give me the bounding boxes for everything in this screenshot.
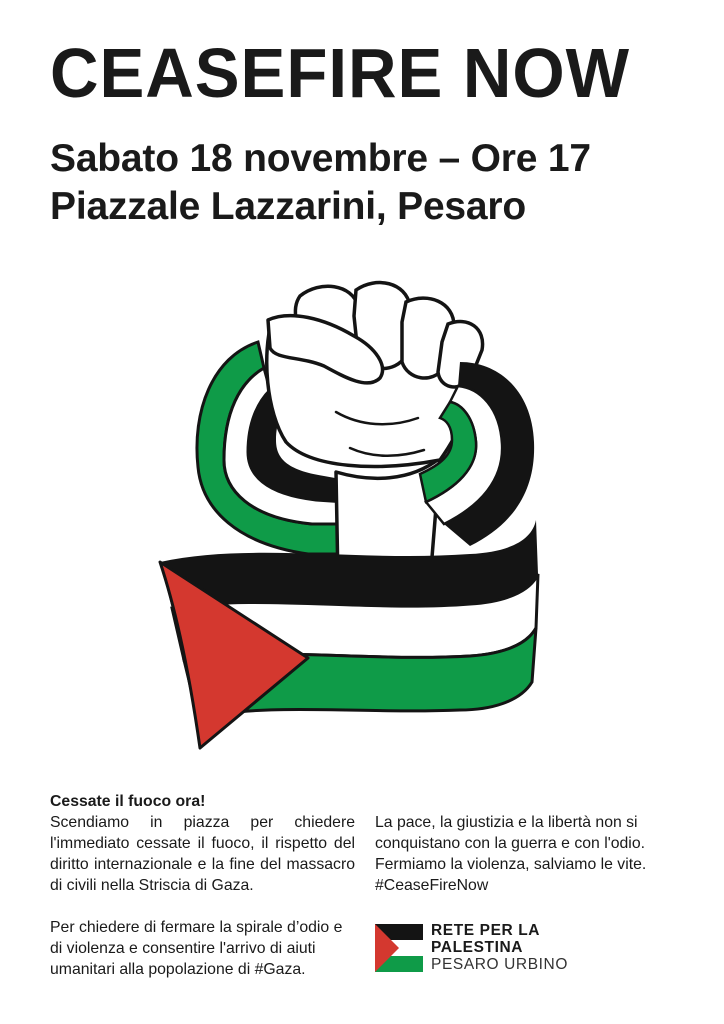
humanitarian-aid-paragraph: Per chiedere di fermare la spirale d’odio e di violenza e consentire l'arrivo di aiuti umanitari alla popolazione di #Gaza. [50, 919, 343, 978]
organizer-name-line3: PESARO URBINO [431, 956, 568, 973]
call-to-action-title: Cessate il fuoco ora! [50, 793, 206, 810]
raised-fist-with-palestinian-flag-icon [140, 262, 560, 762]
peace-paragraph: La pace, la giustizia e la libertà non si conquistano con la guerra e con l'odio. Fermiamo la violenza, salviamo le vite. #CeaseFireNow [375, 814, 647, 894]
call-to-action-body: Scendiamo in piazza per chiedere l'immediato cessate il fuoco, il rispetto del diritto internazionale e la fine del massacro di civili nella Striscia di Gaza. [50, 814, 355, 894]
organizer-logo [375, 922, 615, 974]
event-date-time: Sabato 18 novembre – Ore 17 [50, 137, 591, 180]
right-text-column [375, 812, 680, 896]
headline: CEASEFIRE NOW [50, 34, 630, 112]
event-location: Piazzale Lazzarini, Pesaro [50, 185, 527, 228]
left-text-column [50, 791, 355, 980]
organizer-name-line2: PALESTINA [431, 939, 524, 956]
palestinian-flag-icon [375, 924, 423, 972]
organizer-name [431, 922, 568, 973]
organizer-name-line1: RETE PER LA [431, 922, 541, 939]
